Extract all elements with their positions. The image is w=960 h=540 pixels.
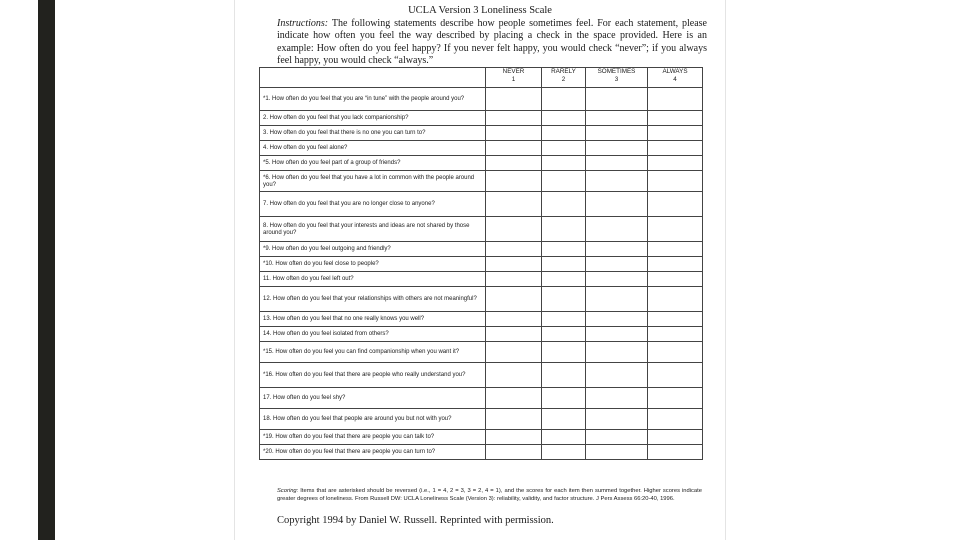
answer-cell-rarely[interactable] (542, 445, 586, 460)
answer-cell-rarely[interactable] (542, 388, 586, 409)
answer-cell-never[interactable] (486, 445, 542, 460)
question-text: 4. How often do you feel alone? (260, 141, 486, 156)
answer-cell-rarely[interactable] (542, 242, 586, 257)
answer-cell-rarely[interactable] (542, 430, 586, 445)
answer-cell-always[interactable] (648, 327, 703, 342)
answer-cell-always[interactable] (648, 257, 703, 272)
answer-cell-always[interactable] (648, 272, 703, 287)
answer-cell-sometimes[interactable] (586, 388, 648, 409)
table-row (260, 342, 703, 363)
question-text: 8. How often do you feel that your interests and ideas are not shared by those around you? (260, 217, 486, 242)
answer-cell-always[interactable] (648, 111, 703, 126)
answer-cell-rarely[interactable] (542, 312, 586, 327)
answer-cell-never[interactable] (486, 126, 542, 141)
answer-cell-never[interactable] (486, 287, 542, 312)
question-text: 14. How often do you feel isolated from others? (260, 327, 486, 342)
table-row (260, 141, 703, 156)
answer-cell-rarely[interactable] (542, 88, 586, 111)
answer-cell-always[interactable] (648, 242, 703, 257)
answer-cell-sometimes[interactable] (586, 111, 648, 126)
answer-cell-sometimes[interactable] (586, 217, 648, 242)
question-text: 13. How often do you feel that no one really knows you well? (260, 312, 486, 327)
table-header-row (260, 68, 703, 88)
column-header-sometimes: SOMETIMES 3 (586, 68, 648, 88)
table-row (260, 363, 703, 388)
answer-cell-never[interactable] (486, 217, 542, 242)
answer-cell-never[interactable] (486, 388, 542, 409)
question-text: *16. How often do you feel that there are people who really understand you? (260, 363, 486, 388)
question-text: 12. How often do you feel that your relationships with others are not meaningful? (260, 287, 486, 312)
answer-cell-never[interactable] (486, 192, 542, 217)
table-row (260, 88, 703, 111)
answer-cell-always[interactable] (648, 217, 703, 242)
answer-cell-always[interactable] (648, 388, 703, 409)
answer-cell-always[interactable] (648, 409, 703, 430)
question-text: *1. How often do you feel that you are “in tune” with the people around you? (260, 88, 486, 111)
answer-cell-always[interactable] (648, 287, 703, 312)
answer-cell-never[interactable] (486, 272, 542, 287)
answer-cell-always[interactable] (648, 363, 703, 388)
answer-cell-sometimes[interactable] (586, 430, 648, 445)
instructions-label: Instructions: (277, 18, 329, 29)
instructions-paragraph (277, 18, 707, 67)
answer-cell-sometimes[interactable] (586, 272, 648, 287)
table-row (260, 445, 703, 460)
answer-cell-never[interactable] (486, 242, 542, 257)
answer-cell-always[interactable] (648, 192, 703, 217)
answer-cell-always[interactable] (648, 312, 703, 327)
answer-cell-never[interactable] (486, 342, 542, 363)
table-row (260, 171, 703, 192)
answer-cell-rarely[interactable] (542, 217, 586, 242)
answer-cell-rarely[interactable] (542, 192, 586, 217)
answer-cell-never[interactable] (486, 409, 542, 430)
table-row (260, 312, 703, 327)
instructions-text: The following statements describe how people sometimes feel. For each statement, please indicate how often you feel the way described by placing a check in the space provided. Here is an example: How often do you feel happy? If you never felt happy, you would check “never”; if you always feel happy, you would check “always.” (277, 18, 707, 66)
answer-cell-rarely[interactable] (542, 327, 586, 342)
table-row (260, 242, 703, 257)
answer-cell-sometimes[interactable] (586, 287, 648, 312)
answer-cell-never[interactable] (486, 88, 542, 111)
answer-cell-rarely[interactable] (542, 342, 586, 363)
table-row (260, 126, 703, 141)
answer-cell-rarely[interactable] (542, 287, 586, 312)
answer-cell-rarely[interactable] (542, 409, 586, 430)
question-text: *15. How often do you feel you can find companionship when you want it? (260, 342, 486, 363)
answer-cell-always[interactable] (648, 430, 703, 445)
answer-cell-always[interactable] (648, 156, 703, 171)
question-text: *10. How often do you feel close to people? (260, 257, 486, 272)
answer-cell-never[interactable] (486, 327, 542, 342)
answer-cell-always[interactable] (648, 126, 703, 141)
answer-cell-sometimes[interactable] (586, 171, 648, 192)
question-text: *20. How often do you feel that there are people you can turn to? (260, 445, 486, 460)
answer-cell-rarely[interactable] (542, 111, 586, 126)
question-text: 7. How often do you feel that you are no longer close to anyone? (260, 192, 486, 217)
answer-cell-rarely[interactable] (542, 126, 586, 141)
table-row (260, 192, 703, 217)
question-text: 2. How often do you feel that you lack companionship? (260, 111, 486, 126)
answer-cell-never[interactable] (486, 430, 542, 445)
answer-cell-sometimes[interactable] (586, 141, 648, 156)
answer-cell-sometimes[interactable] (586, 88, 648, 111)
answer-cell-always[interactable] (648, 171, 703, 192)
answer-cell-sometimes[interactable] (586, 156, 648, 171)
answer-cell-sometimes[interactable] (586, 312, 648, 327)
answer-cell-rarely[interactable] (542, 272, 586, 287)
answer-cell-sometimes[interactable] (586, 257, 648, 272)
question-text: 11. How often do you feel left out? (260, 272, 486, 287)
question-text: *6. How often do you feel that you have a lot in common with the people around you? (260, 171, 486, 192)
answer-cell-sometimes[interactable] (586, 192, 648, 217)
table-row (260, 257, 703, 272)
answer-cell-sometimes[interactable] (586, 242, 648, 257)
answer-cell-never[interactable] (486, 363, 542, 388)
question-text: 3. How often do you feel that there is no one you can turn to? (260, 126, 486, 141)
question-text: 18. How often do you feel that people are around you but not with you? (260, 409, 486, 430)
question-header-cell (260, 68, 486, 88)
answer-cell-rarely[interactable] (542, 363, 586, 388)
loneliness-scale-table (259, 67, 703, 460)
answer-cell-never[interactable] (486, 156, 542, 171)
answer-cell-sometimes[interactable] (586, 327, 648, 342)
table-row (260, 156, 703, 171)
document-title: UCLA Version 3 Loneliness Scale (408, 5, 552, 16)
table-row (260, 388, 703, 409)
answer-cell-never[interactable] (486, 312, 542, 327)
answer-cell-rarely[interactable] (542, 171, 586, 192)
scoring-text: Items that are asterisked should be reversed (i.e., 1 = 4, 2 = 3, 3 = 2, 4 = 1), and the scores for each item then summed together. Higher scores indicate greater degrees of loneliness. From Russell DW: UCLA Loneliness Scale (Version 3): reliability, validity, and factor structure. J Pers Assess 66:20-40, 1996. (277, 488, 702, 502)
table-row (260, 409, 703, 430)
table-row (260, 272, 703, 287)
slide-left-accent-bar (38, 0, 55, 540)
question-text: *19. How often do you feel that there are people you can talk to? (260, 430, 486, 445)
answer-cell-sometimes[interactable] (586, 363, 648, 388)
question-text: *9. How often do you feel outgoing and friendly? (260, 242, 486, 257)
column-header-never: NEVER 1 (486, 68, 542, 88)
answer-cell-always[interactable] (648, 342, 703, 363)
table-row (260, 430, 703, 445)
question-text: *5. How often do you feel part of a group of friends? (260, 156, 486, 171)
copyright-line: Copyright 1994 by Daniel W. Russell. Reprinted with permission. (277, 515, 554, 526)
answer-cell-sometimes[interactable] (586, 445, 648, 460)
answer-cell-rarely[interactable] (542, 257, 586, 272)
scoring-note (277, 488, 702, 504)
answer-cell-rarely[interactable] (542, 156, 586, 171)
answer-cell-sometimes[interactable] (586, 342, 648, 363)
answer-cell-sometimes[interactable] (586, 409, 648, 430)
answer-cell-never[interactable] (486, 141, 542, 156)
question-text: 17. How often do you feel shy? (260, 388, 486, 409)
answer-cell-always[interactable] (648, 88, 703, 111)
table-row (260, 111, 703, 126)
table-row (260, 327, 703, 342)
answer-cell-rarely[interactable] (542, 141, 586, 156)
column-header-rarely: RARELY 2 (542, 68, 586, 88)
answer-cell-always[interactable] (648, 141, 703, 156)
column-header-always: ALWAYS 4 (648, 68, 703, 88)
table-row (260, 287, 703, 312)
answer-cell-never[interactable] (486, 257, 542, 272)
answer-cell-sometimes[interactable] (586, 126, 648, 141)
answer-cell-never[interactable] (486, 171, 542, 192)
table-row (260, 217, 703, 242)
scanned-document (234, 0, 726, 540)
answer-cell-always[interactable] (648, 445, 703, 460)
scoring-label: Scoring: (277, 488, 299, 494)
answer-cell-never[interactable] (486, 111, 542, 126)
